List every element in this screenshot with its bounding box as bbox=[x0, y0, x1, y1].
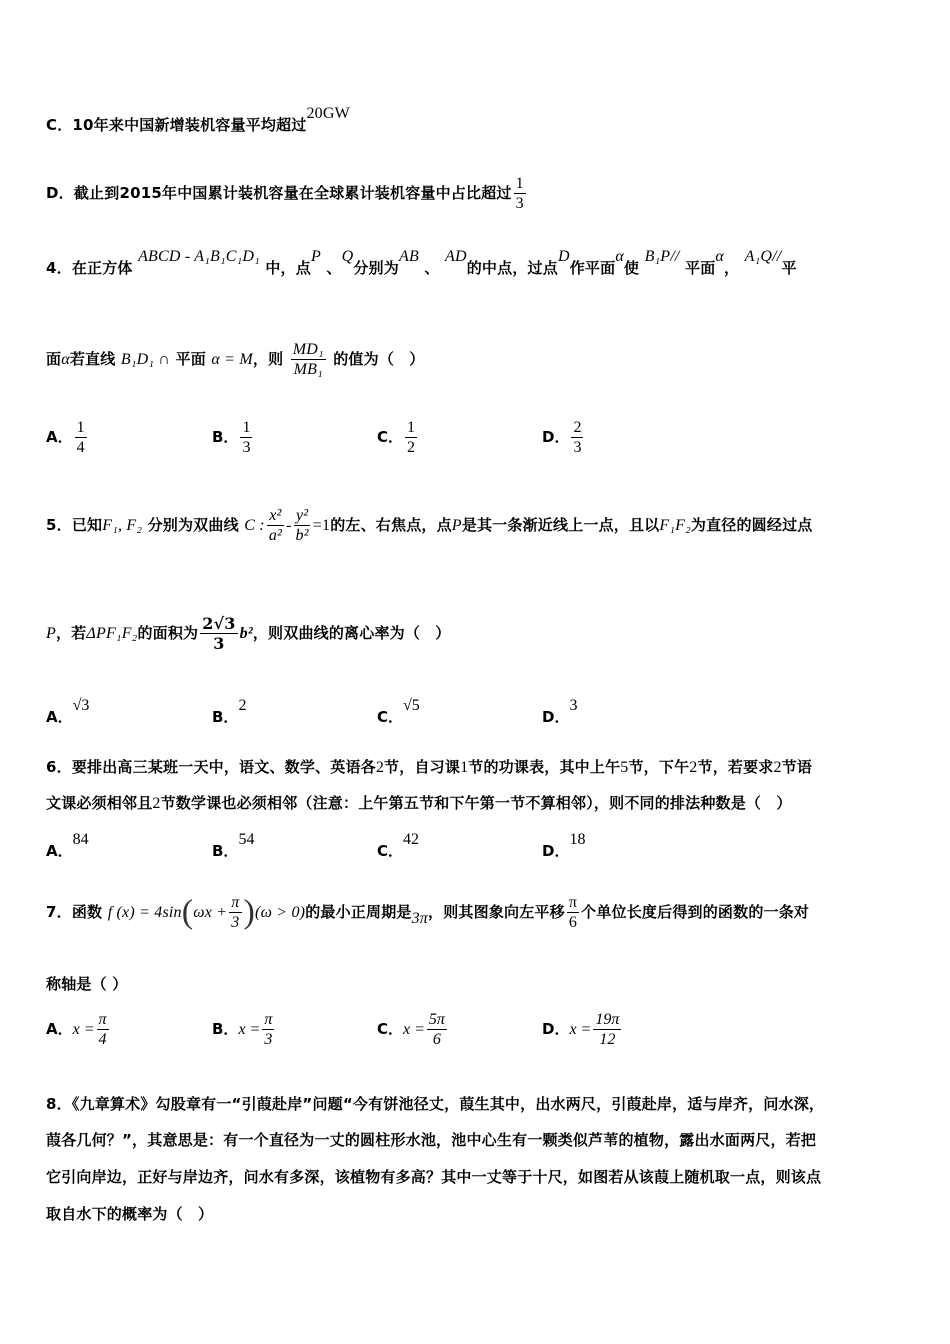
fraction-denominator: 3 bbox=[242, 439, 251, 456]
fraction-numerator: π bbox=[231, 894, 240, 911]
q6-stem-line-2 bbox=[46, 792, 792, 813]
q3-option-d-label: D．截止到2015年中国累计装机容量在全球累计装机容量中占比超过 bbox=[46, 184, 512, 202]
q4-text: 使 bbox=[623, 259, 640, 277]
q8-stem-line-3 bbox=[46, 1166, 821, 1187]
option-label: A． bbox=[46, 842, 73, 860]
q6-text: 节数学课也必须相邻（注意：上午第五节和下午第一节不算相邻），则不同的排法种数是（ ） bbox=[160, 794, 792, 812]
q6-number: 1 bbox=[460, 759, 469, 776]
q4-plane-alpha: α bbox=[61, 351, 70, 368]
q5-x-term bbox=[267, 506, 284, 545]
option-value: 84 bbox=[72, 831, 89, 848]
q6-number: 2 bbox=[773, 759, 782, 776]
fraction-numerator: MD₁ bbox=[292, 341, 324, 358]
q4-plane-alpha: α bbox=[615, 248, 624, 265]
q3-option-c bbox=[46, 105, 350, 135]
fraction-numerator: 19π bbox=[595, 1011, 620, 1028]
q5-stem-line-1 bbox=[46, 506, 812, 545]
q4-point-d: D bbox=[557, 248, 570, 265]
fraction-numerator: 2 bbox=[573, 419, 582, 436]
q3-option-d-fraction bbox=[514, 174, 526, 213]
option-label: B． bbox=[212, 1020, 239, 1038]
q3-option-c-value: 20GW bbox=[306, 105, 350, 122]
q7-condition: (ω > 0) bbox=[255, 904, 306, 921]
option-fraction bbox=[593, 1010, 621, 1049]
q7-phase-fraction bbox=[229, 893, 241, 932]
q4-text: 面 bbox=[46, 350, 62, 368]
option-label: D． bbox=[542, 842, 570, 860]
q4-stem-line-1 bbox=[46, 248, 797, 278]
q6-number: 2 bbox=[375, 759, 385, 776]
q4-text: 平面 bbox=[175, 350, 206, 368]
q7-stem-line-2 bbox=[46, 973, 127, 994]
fraction-denominator: a² bbox=[268, 527, 283, 544]
q4-text: 4．在正方体 bbox=[46, 259, 133, 277]
fraction-numerator: 2√3 bbox=[202, 614, 236, 633]
q7-text: ，则其图象向左平移 bbox=[428, 903, 565, 921]
q8-text: 它引向岸边，正好与岸边齐，问水有多深，该植物有多高？其中一丈等于十尺，如图若从该葭上随机取一点，则该点 bbox=[46, 1168, 822, 1186]
fraction-denominator: 3 bbox=[231, 914, 240, 931]
q7-option-a bbox=[46, 1010, 111, 1049]
option-label: C． bbox=[377, 708, 404, 726]
fraction-denominator: 6 bbox=[432, 1031, 441, 1048]
option-value: 42 bbox=[403, 831, 420, 848]
q4-option-d bbox=[542, 418, 585, 457]
q5-text: 为直径的圆经过点 bbox=[690, 516, 813, 534]
q8-stem-line-1 bbox=[46, 1093, 824, 1114]
option-fraction bbox=[262, 1010, 274, 1049]
q4-text: 平 bbox=[781, 259, 797, 277]
q6-number: 5 bbox=[620, 759, 629, 776]
q6-number: 2 bbox=[152, 795, 161, 812]
fraction-denominator: 3 bbox=[264, 1031, 273, 1048]
fraction-denominator: 3 bbox=[213, 634, 225, 653]
q5-text: 5．已知 bbox=[46, 516, 103, 534]
q4-point-q: Q bbox=[341, 248, 354, 265]
option-value: 18 bbox=[569, 831, 586, 848]
fraction-denominator: 3 bbox=[573, 439, 582, 456]
q4-plane-alpha: α bbox=[715, 248, 725, 265]
option-value: 54 bbox=[238, 831, 255, 848]
q4-text: 的中点，过点 bbox=[466, 259, 558, 277]
fraction-numerator: π bbox=[98, 1011, 107, 1028]
option-label: D． bbox=[542, 428, 570, 446]
option-value: 2 bbox=[238, 697, 247, 714]
q4-intersection: α = M bbox=[211, 351, 253, 368]
q5-curve-name: C : bbox=[244, 517, 265, 534]
q6-option-a bbox=[46, 831, 89, 861]
option-label: D． bbox=[542, 1020, 570, 1038]
q6-text: 节语 bbox=[781, 758, 813, 776]
q7-text: 个单位长度后得到的函数的一条对 bbox=[581, 903, 810, 921]
q8-text: 取自水下的概率为（ ） bbox=[46, 1205, 214, 1223]
left-paren: ( bbox=[181, 893, 194, 931]
fraction-numerator: x² bbox=[269, 507, 282, 524]
q5-area-fraction bbox=[200, 614, 237, 653]
option-fraction bbox=[97, 1010, 109, 1049]
q5-point-p: P bbox=[46, 625, 56, 642]
option-value: √5 bbox=[403, 697, 420, 714]
option-label: C． bbox=[377, 1020, 404, 1038]
fraction-numerator: y² bbox=[295, 507, 309, 524]
q6-option-b bbox=[212, 831, 255, 861]
fraction-numerator: 1 bbox=[515, 175, 524, 192]
right-paren: ) bbox=[243, 893, 256, 931]
option-fraction bbox=[571, 418, 583, 457]
q5-option-b bbox=[212, 697, 247, 727]
option-label: B． bbox=[212, 428, 239, 446]
q6-number: 2 bbox=[689, 759, 698, 776]
q4-text: 作平面 bbox=[569, 259, 616, 277]
q7-text: 7．函数 bbox=[46, 903, 103, 921]
q6-text: 节，自习课 bbox=[384, 758, 461, 776]
option-lhs: x = bbox=[403, 1021, 425, 1038]
q8-text: 8．《九章算术》勾股章有一“引葭赴岸”问题“今有饼池径丈，葭生其中，出水两尺，引葭赴岸，适与岸齐，问水深， bbox=[46, 1095, 825, 1113]
q3-option-d bbox=[46, 174, 528, 213]
option-lhs: x = bbox=[238, 1021, 261, 1038]
q8-stem-line-4 bbox=[46, 1203, 213, 1224]
option-fraction bbox=[75, 418, 87, 457]
fraction-denominator: 6 bbox=[568, 914, 578, 931]
q4-cube-name: ABCD - A₁B₁C₁D₁ bbox=[138, 248, 260, 265]
q6-text: 6．要排出高三某班一天中，语文、数学、英语各 bbox=[46, 758, 376, 776]
q5-foci: F₁, F₂ bbox=[102, 517, 143, 534]
option-label: A． bbox=[46, 708, 73, 726]
fraction-numerator: 1 bbox=[242, 419, 251, 436]
q7-period: 3π bbox=[411, 910, 429, 927]
q6-stem-line-1 bbox=[46, 756, 812, 777]
fraction-denominator: b² bbox=[295, 527, 309, 544]
q5-area-b-squared: b² bbox=[239, 625, 253, 642]
q5-stem-line-2 bbox=[46, 614, 450, 653]
q4-text: 、 bbox=[424, 259, 440, 277]
option-label: B． bbox=[212, 842, 239, 860]
q7-text: 称轴是（ ） bbox=[46, 975, 128, 993]
fraction-denominator: 4 bbox=[76, 439, 85, 456]
q4-text: ， bbox=[724, 259, 740, 277]
q4-text: ，则 bbox=[252, 350, 284, 368]
q4-text: 中，点 bbox=[265, 259, 311, 277]
fraction-numerator: 1 bbox=[407, 419, 416, 436]
q4-stem-line-2 bbox=[46, 340, 424, 379]
fraction-denominator: 3 bbox=[515, 195, 524, 212]
q7-option-c bbox=[377, 1010, 449, 1049]
q4-text: 若直线 bbox=[69, 350, 116, 368]
option-value: 3 bbox=[569, 697, 578, 714]
q4-text: 的值为（ ） bbox=[333, 350, 425, 368]
option-lhs: x = bbox=[72, 1021, 95, 1038]
q8-stem-line-2 bbox=[46, 1129, 816, 1150]
q5-segment-f1f2: F₁F₂ bbox=[659, 517, 691, 534]
option-label: C． bbox=[377, 842, 404, 860]
q5-point-p: P bbox=[451, 517, 462, 534]
q6-text: 节的功课表，其中上午 bbox=[468, 758, 621, 776]
fraction-denominator: 12 bbox=[599, 1031, 616, 1048]
option-label: A． bbox=[46, 1020, 73, 1038]
q4-point-p: P bbox=[310, 248, 321, 265]
q7-argument: ωx + bbox=[193, 904, 228, 921]
q5-equals-one: =1 bbox=[312, 517, 331, 534]
q5-y-term bbox=[294, 506, 311, 545]
fraction-denominator: MB₁ bbox=[293, 361, 323, 378]
option-lhs: x = bbox=[569, 1021, 592, 1038]
fraction-numerator: 5π bbox=[428, 1011, 445, 1028]
option-label: C． bbox=[377, 428, 404, 446]
q4-line-b1d1: B₁D₁ ∩ bbox=[120, 351, 171, 368]
q4-option-c bbox=[377, 418, 419, 457]
q7-stem-line-1 bbox=[46, 893, 809, 932]
q6-option-c bbox=[377, 831, 420, 861]
q3-option-c-label: C．10年来中国新增装机容量平均超过 bbox=[46, 116, 307, 134]
q6-text: 节，若要求 bbox=[697, 758, 774, 776]
q6-text: 文课必须相邻且 bbox=[46, 794, 153, 812]
q5-text: 是其一条渐近线上一点，且以 bbox=[461, 516, 660, 534]
q7-text: 的最小正周期是 bbox=[305, 903, 412, 921]
q6-text: 节，下午 bbox=[628, 758, 690, 776]
q5-triangle: ΔPF₁F₂ bbox=[86, 625, 138, 642]
q5-text: 的左、右焦点，点 bbox=[330, 516, 452, 534]
option-label: A． bbox=[46, 428, 73, 446]
option-fraction bbox=[427, 1010, 447, 1049]
option-value: √3 bbox=[72, 697, 90, 714]
q4-segment-ab: AB bbox=[398, 248, 419, 265]
fraction-numerator: 1 bbox=[76, 419, 85, 436]
fraction-numerator: π bbox=[568, 894, 578, 911]
q5-option-a bbox=[46, 697, 90, 727]
q7-shift-fraction bbox=[567, 893, 579, 932]
q4-option-b bbox=[212, 418, 254, 457]
option-fraction bbox=[240, 418, 252, 457]
q5-option-d bbox=[542, 697, 578, 727]
q7-function: f (x) = 4sin bbox=[107, 904, 182, 921]
fraction-numerator: π bbox=[264, 1011, 273, 1028]
q5-minus: - bbox=[286, 517, 292, 534]
fraction-denominator: 4 bbox=[98, 1031, 107, 1048]
q4-text: 分别为 bbox=[353, 259, 399, 277]
q4-option-a bbox=[46, 418, 89, 457]
q4-line-b1p: B₁P// bbox=[644, 248, 680, 265]
q4-text: 平面 bbox=[685, 259, 716, 277]
q7-option-d bbox=[542, 1010, 623, 1049]
q5-text: 分别为双曲线 bbox=[147, 516, 239, 534]
option-label: D． bbox=[542, 708, 570, 726]
option-label: B． bbox=[212, 708, 239, 726]
q7-option-b bbox=[212, 1010, 276, 1049]
q5-text: ，若 bbox=[55, 624, 87, 642]
q6-option-d bbox=[542, 831, 586, 861]
q4-ratio-fraction bbox=[291, 340, 326, 379]
q4-segment-ad: AD bbox=[445, 248, 467, 265]
q4-text: 、 bbox=[326, 259, 342, 277]
q4-line-a1q: A₁Q// bbox=[744, 248, 782, 265]
q5-text: 的面积为 bbox=[137, 624, 199, 642]
fraction-denominator: 2 bbox=[407, 439, 416, 456]
q5-option-c bbox=[377, 697, 420, 727]
q5-text: ，则双曲线的离心率为（ ） bbox=[252, 624, 451, 642]
q8-text: 葭各几何？”，其意思是：有一个直径为一丈的圆柱形水池，池中心生有一颗类似芦苇的植物，露出水面两尺，若把 bbox=[46, 1131, 817, 1149]
option-fraction bbox=[405, 418, 417, 457]
